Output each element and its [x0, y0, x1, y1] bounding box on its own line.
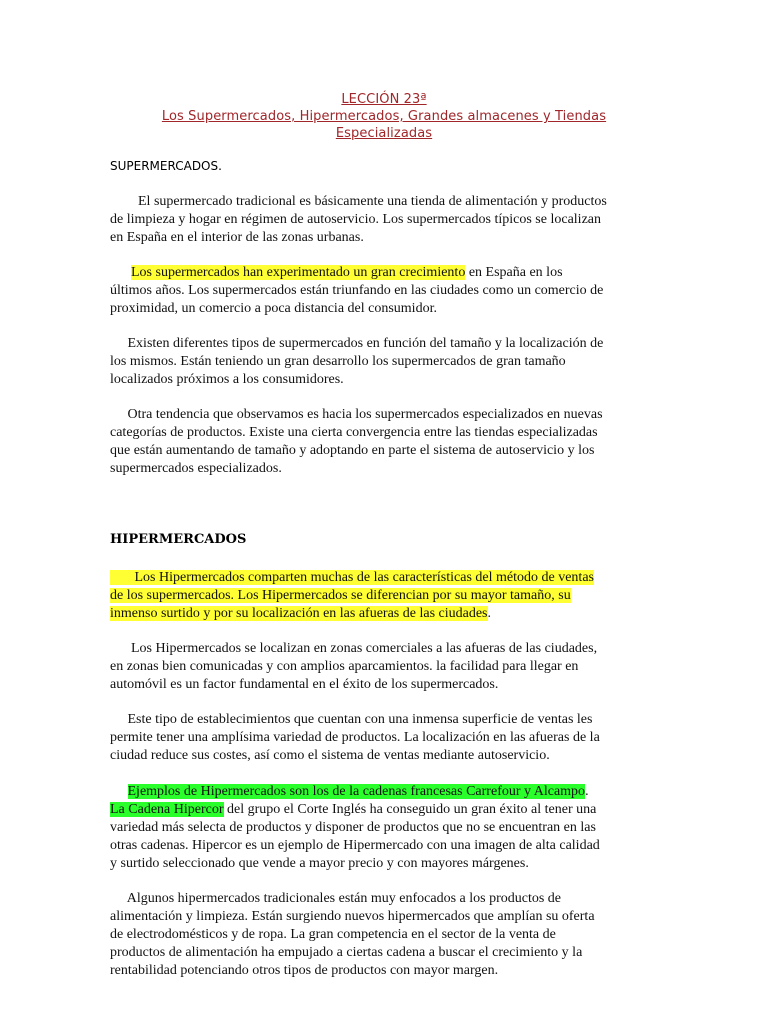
text-line — [110, 587, 571, 604]
indent — [110, 265, 131, 280]
text-line — [110, 783, 589, 800]
text-line: alimentación y limpieza. Están surgiendo nuevos hipermercados que amplían su oferta — [110, 909, 595, 924]
highlighted-text: Ejemplos de Hipermercados son los de la cadenas francesas Carrefour y Alcampo — [127, 784, 586, 799]
text-line: productos de alimentación ha empujado a ciertas cadena a buscar el crecimiento y la — [110, 945, 583, 960]
text-line: rentabilidad potenciando otros tipos de productos con mayor margen. — [110, 963, 499, 978]
text-line: los mismos. Están teniendo un gran desarrollo los supermercados de gran tamaño — [110, 354, 566, 369]
text-line — [110, 605, 491, 622]
text-line: en España en el interior de las zonas urbanas. — [110, 230, 364, 245]
highlighted-text: de los supermercados. Los Hipermercados se diferencian por su mayor tamaño, su — [110, 588, 571, 603]
text-line: ciudad reduce sus costes, así como el sistema de ventas mediante autoservicio. — [110, 748, 550, 763]
text-line: de electrodomésticos y de ropa. La gran competencia en el sector de la venta de — [110, 927, 556, 942]
text-line: variedad más selecta de productos y disponer de productos que no se encuentran en las — [110, 820, 596, 835]
text-line — [110, 264, 563, 281]
text-span: en España en los — [465, 265, 563, 280]
text-span: del grupo el Corte Inglés ha conseguido un gran éxito al tener una — [223, 802, 597, 817]
highlighted-text: La Cadena Hipercor — [110, 802, 224, 817]
text-line: y surtido seleccionado que vende a mayor precio y con mayores márgenes. — [110, 856, 529, 871]
text-line: últimos años. Los supermercados están triunfando en las ciudades como un comercio de — [110, 283, 604, 298]
text-line: que están aumentando de tamaño y adoptando en parte el sistema de autoservicio y los — [110, 443, 595, 458]
text-line: Existen diferentes tipos de supermercados en función del tamaño y la localización de — [110, 336, 604, 351]
text-line: otras cadenas. Hipercor es un ejemplo de Hipermercado con una imagen de alta calidad — [110, 838, 600, 853]
text-span: . — [585, 784, 589, 799]
text-line: Este tipo de establecimientos que cuentan con una inmensa superficie de ventas les — [110, 712, 593, 727]
text-line: Algunos hipermercados tradicionales están muy enfocados a los productos de — [110, 891, 561, 906]
section-heading-hipermercados: HIPERMERCADOS — [110, 532, 247, 547]
text-span: . — [487, 606, 491, 621]
text-line: localizados próximos a los consumidores. — [110, 372, 344, 387]
text-line: permite tener una amplísima variedad de productos. La localización en las afueras de la — [110, 730, 600, 745]
lesson-title-line-2: Especializadas — [335, 126, 433, 141]
indent — [110, 784, 128, 799]
text-line: proximidad, un comercio a poca distancia del consumidor. — [110, 301, 437, 316]
text-line: Los Hipermercados se localizan en zonas comerciales a las afueras de las ciudades, — [110, 641, 598, 656]
text-line: automóvil es un factor fundamental en el éxito de los supermercados. — [110, 677, 499, 692]
highlighted-text: Los supermercados han experimentado un gran crecimiento — [131, 265, 466, 280]
highlighted-text: inmenso surtido y por su localización en las afueras de las ciudades — [110, 606, 488, 621]
section-heading-supermercados: SUPERMERCADOS. — [110, 159, 222, 173]
text-line — [110, 801, 596, 818]
text-line: Otra tendencia que observamos es hacia los supermercados especializados en nuevas — [110, 407, 603, 422]
text-line: supermercados especializados. — [110, 461, 282, 476]
text-line: en zonas bien comunicadas y con amplios aparcamientos. la facilidad para llegar en — [110, 659, 579, 674]
highlighted-text: Los Hipermercados comparten muchas de las características del método de ventas — [110, 570, 594, 585]
text-line: categorías de productos. Existe una cierta convergencia entre las tiendas especializadas — [110, 425, 598, 440]
text-line — [110, 569, 594, 586]
text-line: El supermercado tradicional es básicamente una tienda de alimentación y productos — [110, 194, 607, 209]
lesson-number: LECCIÓN 23ª — [341, 92, 427, 107]
lesson-title-line-1: Los Supermercados, Hipermercados, Grandes almacenes y Tiendas — [161, 109, 607, 124]
text-line: de limpieza y hogar en régimen de autoservicio. Los supermercados típicos se localizan — [110, 212, 601, 227]
